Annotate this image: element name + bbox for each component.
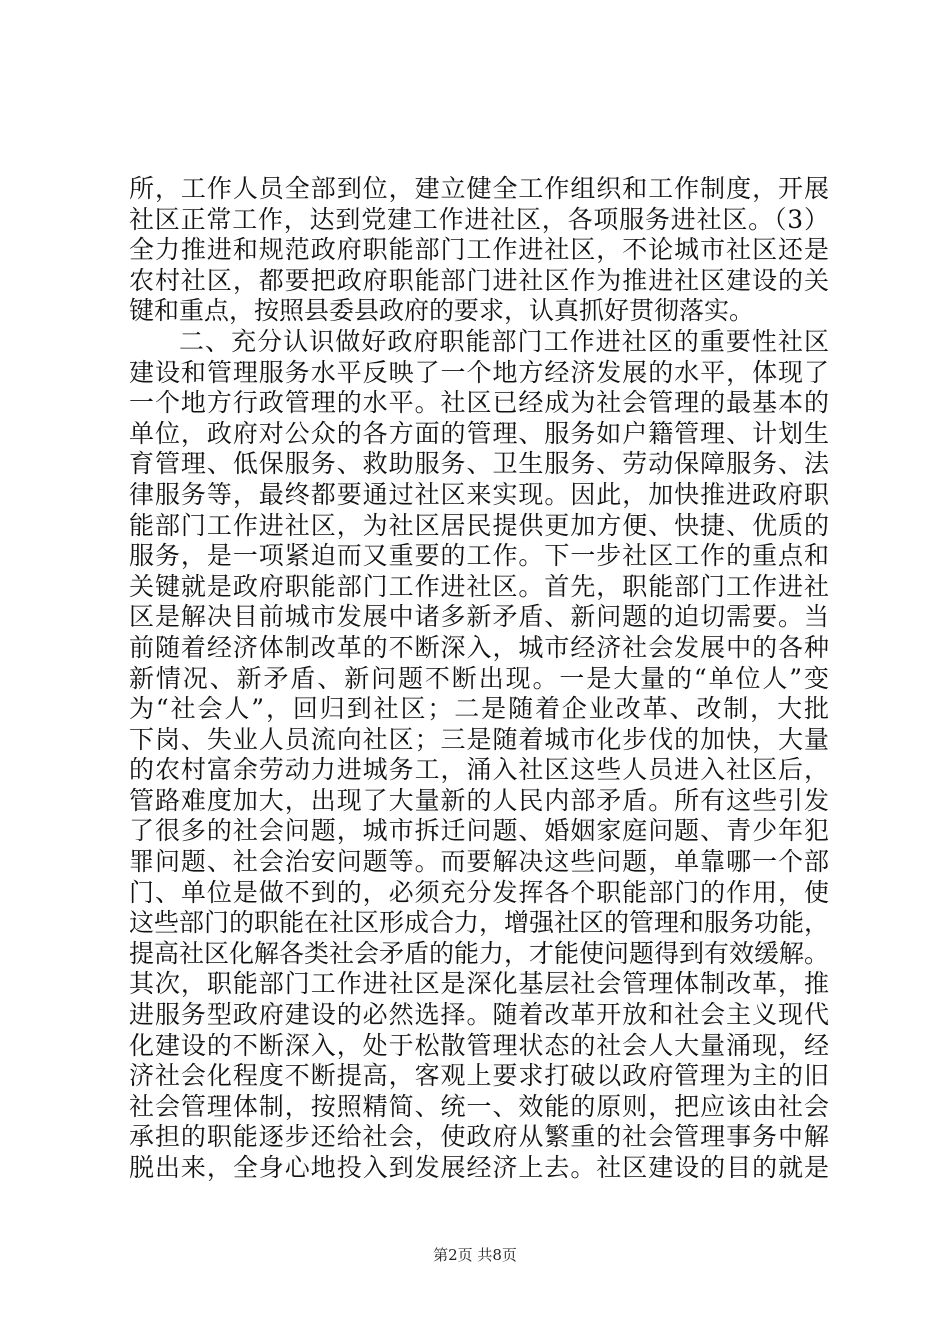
text-line: 新情况、新矛盾、新问题不断出现。一是大量的“单位人”变 bbox=[129, 663, 829, 693]
text-line: 律服务等，最终都要通过社区来实现。因此，加快推进政府职 bbox=[129, 479, 829, 509]
text-line: 区是解决目前城市发展中诸多新矛盾、新问题的迫切需要。当 bbox=[129, 602, 829, 632]
text-line: 的农村富余劳动力进城务工，涌入社区这些人员进入社区后， bbox=[129, 755, 829, 785]
text-line: 了很多的社会问题，城市拆迁问题、婚姻家庭问题、青少年犯 bbox=[129, 816, 829, 846]
text-line: 全力推进和规范政府职能部门工作进社区，不论城市社区还是 bbox=[129, 235, 829, 265]
text-line: 门、单位是做不到的，必须充分发挥各个职能部门的作用，使 bbox=[129, 877, 829, 907]
text-line: 社区正常工作，达到党建工作进社区，各项服务进社区。（3） bbox=[129, 204, 829, 234]
text-line: 育管理、低保服务、救助服务、卫生服务、劳动保障服务、法 bbox=[129, 449, 829, 479]
text-line: 为“社会人”，回归到社区；二是随着企业改革、改制，大批 bbox=[129, 694, 829, 724]
text-line: 建设和管理服务水平反映了一个地方经济发展的水平，体现了 bbox=[129, 357, 829, 387]
text-line: 所，工作人员全部到位，建立健全工作组织和工作制度，开展 bbox=[129, 174, 829, 203]
text-line: 服务，是一项紧迫而又重要的工作。下一步社区工作的重点和 bbox=[129, 541, 829, 571]
text-line: 关键就是政府职能部门工作进社区。首先，职能部门工作进社 bbox=[129, 571, 829, 601]
body-text bbox=[129, 174, 829, 1184]
text-line: 管路难度加大，出现了大量新的人民内部矛盾。所有这些引发 bbox=[129, 785, 829, 815]
text-line: 化建设的不断深入，处于松散管理状态的社会人大量涌现，经 bbox=[129, 1030, 829, 1060]
page-number-footer: 第2页 共8页 bbox=[433, 1246, 517, 1264]
text-line: 一个地方行政管理的水平。社区已经成为社会管理的最基本的 bbox=[129, 388, 829, 418]
text-line: 脱出来，全身心地投入到发展经济上去。社区建设的目的就是 bbox=[129, 1153, 829, 1182]
text-line: 进服务型政府建设的必然选择。随着改革开放和社会主义现代 bbox=[129, 1000, 829, 1030]
text-line: 农村社区，都要把政府职能部门进社区作为推进社区建设的关 bbox=[129, 265, 829, 295]
text-line: 济社会化程度不断提高，客观上要求打破以政府管理为主的旧 bbox=[129, 1061, 829, 1091]
text-line: 单位，政府对公众的各方面的管理、服务如户籍管理、计划生 bbox=[129, 418, 829, 448]
text-line: 键和重点，按照县委县政府的要求，认真抓好贯彻落实。 bbox=[129, 296, 755, 326]
text-line: 能部门工作进社区，为社区居民提供更加方便、快捷、优质的 bbox=[129, 510, 829, 540]
text-line: 提高社区化解各类社会矛盾的能力，才能使问题得到有效缓解。 bbox=[129, 938, 830, 968]
text-line: 这些部门的职能在社区形成合力，增强社区的管理和服务功能， bbox=[129, 908, 830, 938]
text-line: 下岗、失业人员流向社区；三是随着城市化步伐的加快，大量 bbox=[129, 724, 829, 754]
text-line: 承担的职能逐步还给社会，使政府从繁重的社会管理事务中解 bbox=[129, 1122, 829, 1152]
section-heading-line: 二、充分认识做好政府职能部门工作进社区的重要性社区 bbox=[179, 326, 829, 356]
text-line: 前随着经济体制改革的不断深入，城市经济社会发展中的各种 bbox=[129, 632, 829, 662]
text-line: 罪问题、社会治安问题等。而要解决这些问题，单靠哪一个部 bbox=[129, 847, 829, 877]
text-line: 其次，职能部门工作进社区是深化基层社会管理体制改革，推 bbox=[129, 969, 829, 999]
text-line: 社会管理体制，按照精简、统一、效能的原则，把应该由社会 bbox=[129, 1091, 829, 1121]
